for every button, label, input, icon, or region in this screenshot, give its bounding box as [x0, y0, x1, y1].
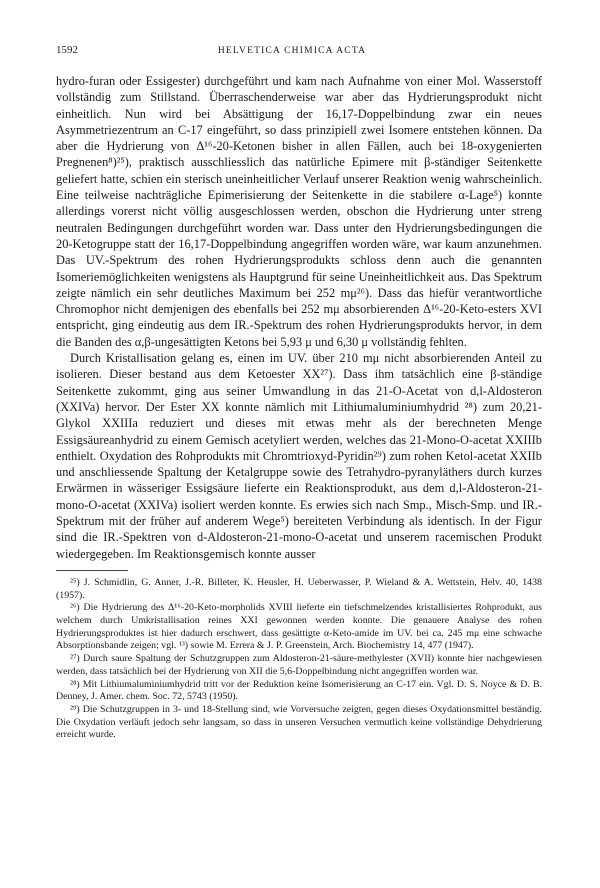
paragraph: Durch Kristallisation gelang es, einen im UV. über 210 mμ nicht absorbierenden Anteil zu isolieren. Dieser bestand aus dem Ketoester XX²⁷). Dass ihm tatsächlich eine β-ständige Seitenkette zukommt, ging aus seiner Umwandlung in das 21-O-Acetat von d,l-Aldosteron (XXIVa) hervor. Der Ester XX konnte nämlich mit Lithiumaluminiumhydrid ²⁸) zum 20,21-Glykol XXIIIa reduziert und dieses mit etwas mehr als der berechneten Menge Essigsäureanhydrid zu einem Gemisch acetyliert werden, welches das 21-Mono-O-acetat XXIIIb enthielt. Oxydation des Rohprodukts mit Chromtrioxyd-Pyridin²⁹) zum rohen Ketol-acetat XXIIb und anschliessende Spaltung der Ketalgruppe sowie des Tetrahydro-pyranyläthers durch kurzes Erwärmen in wässeriger Essigsäure lieferte ein Reaktionsprodukt, aus dem d,l-Aldosteron-21-mono-O-acetat (XXIVa) isoliert werden konnte. Es erwies sich nach Smp., Misch-Smp. und IR.-Spektrum mit der früher auf anderem Wege⁵) bereiteten Verbindung als identisch. In der Figur sind die IR.-Spektren von d-Aldosteron-21-mono-O-acetat und unserem racemischen Produkt wiedergegeben. Im Reaktionsgemisch konnte ausser — [56, 351, 542, 561]
footnote-26: ²⁶) Die Hydrierung des Δ¹⁶-20-Keto-morpholids XVIII lieferte ein tiefschmelzendes kristallisiertes Rohprodukt, aus welchem durch Umkristallisation reines XXI gewonnen werden konnte. Die genauere Analyse des rohen Hydrierungsproduktes ist hier dadurch erschwert, dass gesättigte α-Keto-amide im UV. bei ca. 245 mμ eine schwache Absorptionsbande zeigen; vgl. ¹³) sowie M. Errera & J. P. Greenstein, Arch. Biochemistry 14, 477 (1947). — [56, 602, 542, 652]
footnote-28: ²⁸) Mit Lithiumaluminiumhydrid tritt vor der Reduktion keine Isomerisierung an C-17 ein. Vgl. D. S. Noyce & D. B. Denney, J. Amer. chem. Soc. 72, 5743 (1950). — [56, 678, 542, 703]
paragraph: hydro-furan oder Essigester) durchgeführt und kam nach Aufnahme von einer Mol. Wasserstoff vollständig zum Stillstand. Überraschenderweise war aber das Hydrierungsprodukt nicht einheitlich. Nun wird bei Absättigung der 16,17-Doppelbindung zwar ein neues Asymmetriezentrum an C-17 eingeführt, so dass prinzipiell zwei Isomere entstehen können. Da aber die Hydrierung von Δ¹⁶-20-Ketonen bisher in allen Fällen, auch bei 18-oxygenierten Pregnenen⁸)²⁵), praktisch ausschliesslich das natürliche Epimere mit β-ständiger Seitenkette geliefert hatte, schien ein sterisch uneinheitlicher Verlauf unserer Reaktion wenig wahrscheinlich. Eine teilweise nachträgliche Epimerisierung der Seitenkette in die stabilere α-Lage⁵) konnte allerdings vorerst nicht völlig ausgeschlossen werden, obschon die Hydrierung unter streng neutralen Bedingungen durchgeführt worden war. Dass unter den Hydrierungsbedingungen die 20-Ketogruppe statt der 16,17-Doppelbindung angegriffen worden wäre, war kaum anzunehmen. Das UV.-Spektrum des rohen Hydrierungsprodukts schloss denn auch die genannten Isomeriemöglichkeiten wenigstens als Hauptgrund für seine Uneinheitlichkeit aus. Das Spektrum zeigte nämlich ein sehr deutliches Maximum bei 252 mμ²⁶). Dass das hiefür verantwortliche Chromophor nicht demjenigen des ebenfalls bei 252 mμ absorbierenden Δ¹⁶-20-Keto-esters XVI entspricht, ging eindeutig aus dem IR.-Spektrum des rohen Hydrierungsprodukts hervor, in dem die Banden des α,β-ungesättigten Ketons bei 5,93 μ und 6,30 μ vollständig fehlten. — [56, 74, 542, 349]
journal-title: HELVETICA CHIMICA ACTA — [217, 46, 367, 56]
footnote-25: ²⁵) J. Schmidlin, G. Anner, J.-R. Billeter, K. Heusler, H. Ueberwasser, P. Wieland & A. Wettstein, Helv. 40, 1438 (1957). — [56, 576, 542, 601]
footnotes — [56, 577, 542, 742]
main-text — [56, 73, 542, 562]
footnote-27: ²⁷) Durch saure Spaltung der Schutzgruppen zum Aldosteron-21-säure-methylester (XVII) konnte hier nachgewiesen werden, dass tatsächlich bei der Hydrierung von XII die 5,6-Doppelbindung nicht angegriffen worden war. — [56, 653, 542, 677]
page-header — [56, 44, 542, 62]
footnote-29: ²⁹) Die Schutzgruppen in 3- und 18-Stellung sind, wie Vorversuche zeigten, gegen dieses Oxydationsmittel beständig. Die Oxydation verläuft jedoch sehr langsam, so dass in unseren Versuchen vermutlich keine vollständige Dehydrierung erreicht wurde. — [56, 703, 542, 741]
footnote-separator — [56, 570, 128, 571]
page-number: 1592 — [56, 44, 78, 56]
